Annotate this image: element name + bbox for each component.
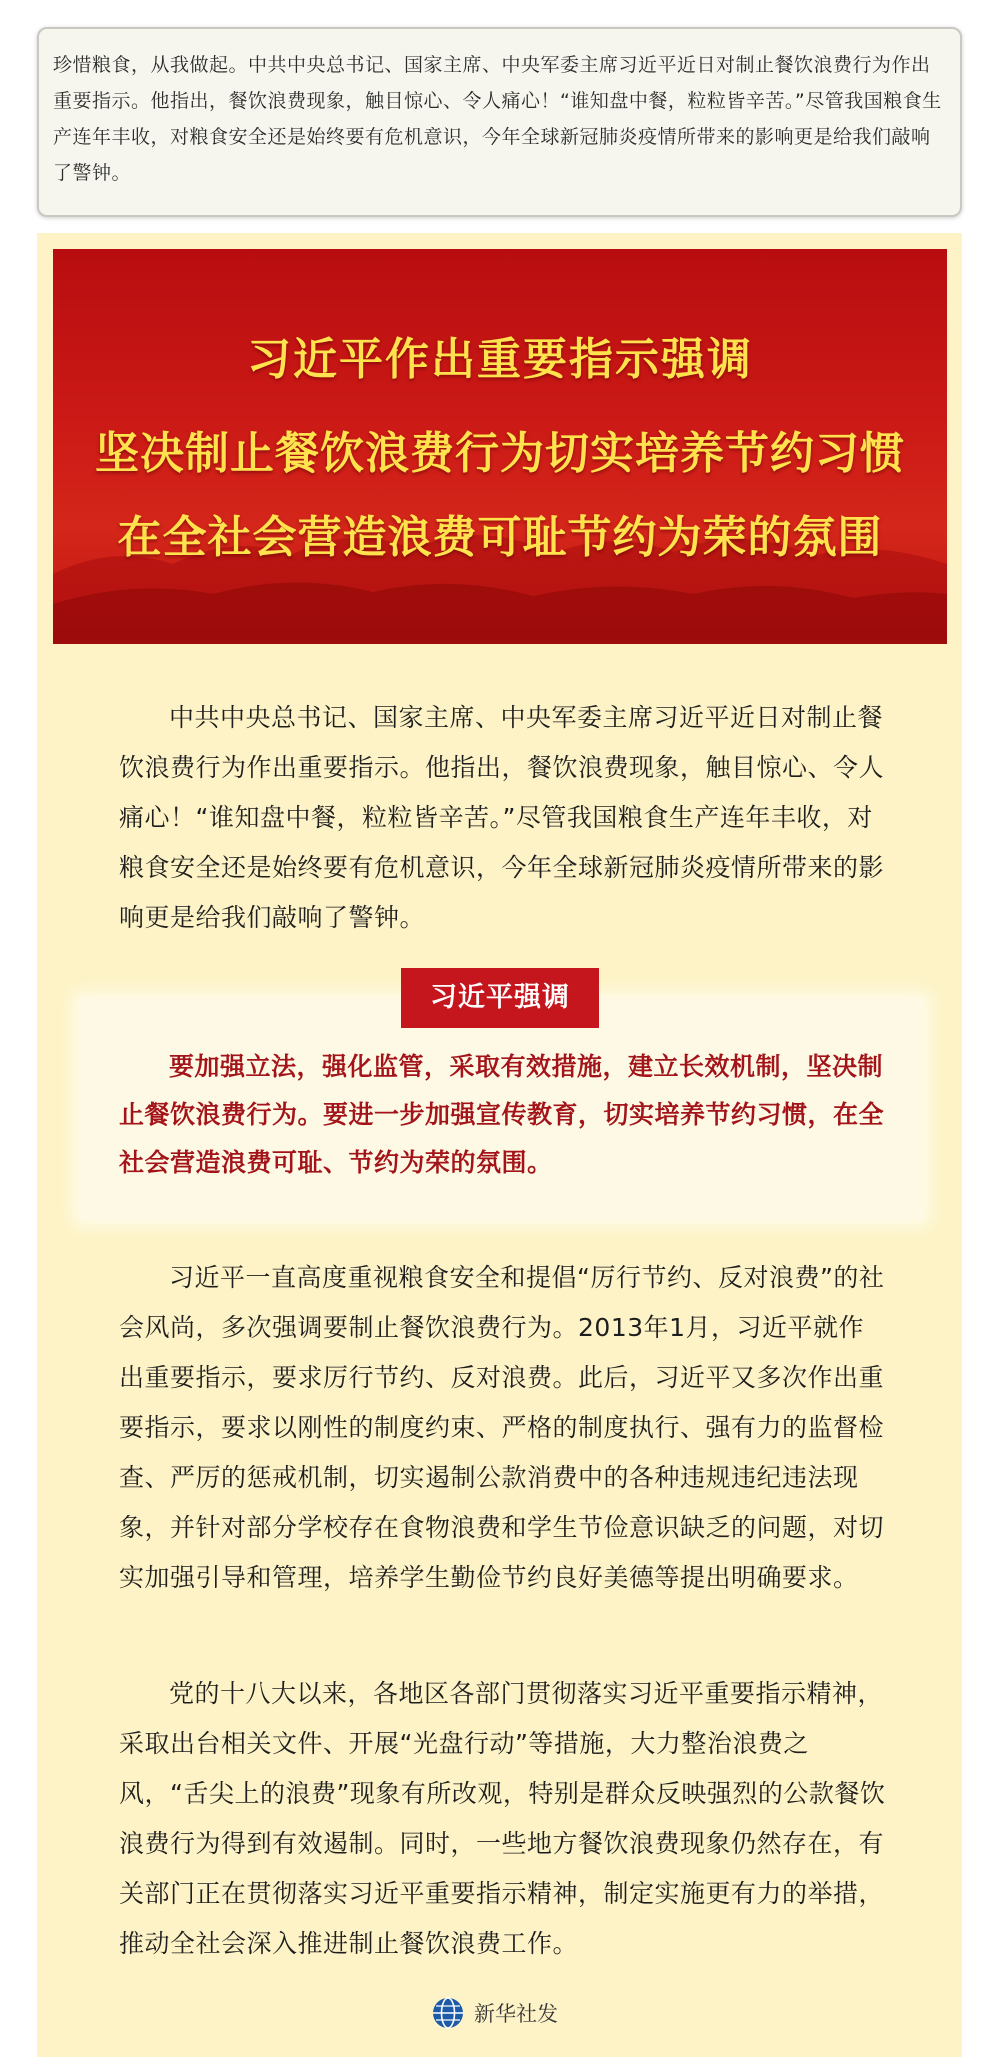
source-credit [432, 1995, 558, 2031]
article-poster [37, 233, 962, 2057]
banner-title-line-1: 习近平作出重要指示强调 [247, 334, 753, 385]
banner-title-line-2: 坚决制止餐饮浪费行为切实培养节约习惯 [95, 428, 905, 479]
banner-title-line-3: 在全社会营造浪费可耻节约为荣的氛围 [117, 512, 883, 563]
article-paragraph-1: 中共中央总书记、国家主席、中央军委主席习近平近日对制止餐饮浪费行为作出重要指示。他指出，餐饮浪费现象，触目惊心、令人痛心！“谁知盘中餐，粒粒皆辛苦。”尽管我国粮食生产连年丰收，对粮食安全还是始终要有危机意识，今年全球新冠肺炎疫情所带来的影响更是给我们敲响了警钟。 [119, 703, 885, 932]
headline-banner [53, 249, 947, 644]
intro-summary-text: 珍惜粮食，从我做起。中共中央总书记、国家主席、中央军委主席习近平近日对制止餐饮浪费行为作出重要指示。他指出，餐饮浪费现象，触目惊心、令人痛心！“谁知盘中餐，粒粒皆辛苦。”尽管我国粮食生产连年丰收，对粮食安全还是始终要有危机意识，今年全球新冠肺炎疫情所带来的影响更是给我们敲响了警钟。 [53, 54, 942, 184]
quote-text: 要加强立法，强化监管，采取有效措施，建立长效机制，坚决制止餐饮浪费行为。要进一步加强宣传教育，切实培养节约习惯，在全社会营造浪费可耻、节约为荣的氛围。 [119, 1052, 885, 1177]
intro-summary-box [37, 27, 962, 217]
source-name: 新华社发 [474, 2002, 558, 2026]
article-paragraph-2: 习近平一直高度重视粮食安全和提倡“厉行节约、反对浪费”的社会风尚，多次强调要制止餐饮浪费行为。2013年1月，习近平就作出重要指示，要求厉行节约、反对浪费。此后，习近平又多次作出重要指示，要求以刚性的制度约束、严格的制度执行、强有力的监督检查、严厉的惩戒机制，切实遏制公款消费中的各种违规违纪违法现象，并针对部分学校存在食物浪费和学生节俭意识缺乏的问题，对切实加强引导和管理，培养学生勤俭节约良好美德等提出明确要求。 [119, 1263, 885, 1592]
quote-heading-tag: 习近平强调 [401, 968, 599, 1028]
xinhua-globe-logo-icon [432, 1997, 464, 2029]
article-paragraph-3: 党的十八大以来，各地区各部门贯彻落实习近平重要指示精神，采取出台相关文件、开展“光盘行动”等措施，大力整治浪费之风，“舌尖上的浪费”现象有所改观，特别是群众反映强烈的公款餐饮浪费行为得到有效遏制。同时，一些地方餐饮浪费现象仍然存在，有关部门正在贯彻落实习近平重要指示精神，制定实施更有力的举措，推动全社会深入推进制止餐饮浪费工作。 [119, 1679, 886, 1958]
